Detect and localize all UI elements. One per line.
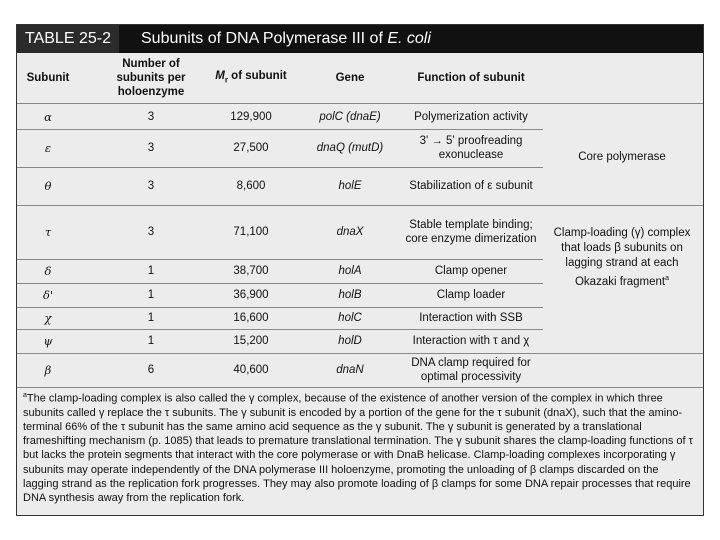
footnote xyxy=(23,389,695,505)
table-title xyxy=(141,25,431,53)
cell-subunit: θ xyxy=(44,179,52,193)
cell-number: 1 xyxy=(147,265,155,277)
cell-mr: 16,600 xyxy=(233,312,269,324)
header-number: Number of subunits per holoenzyme xyxy=(116,58,186,98)
header-row xyxy=(17,53,703,103)
table-title-organism: E. coli xyxy=(387,30,431,47)
cell-number: 6 xyxy=(147,364,155,376)
cell-gene: dnaX xyxy=(336,226,364,238)
cell-number: 3 xyxy=(147,142,155,154)
table-frame xyxy=(16,24,704,516)
table-label: TABLE 25-2 xyxy=(17,25,119,53)
cell-gene: holD xyxy=(338,335,362,347)
cell-number: 3 xyxy=(147,180,155,192)
group-clamp-loading xyxy=(547,205,697,311)
title-bar xyxy=(17,25,703,53)
table-title-main: Subunits of DNA Polymerase III of xyxy=(141,30,388,47)
header-mr-symbol: M xyxy=(215,69,225,82)
table-row xyxy=(17,329,703,353)
cell-function: Clamp opener xyxy=(434,265,508,277)
cell-function: Clamp loader xyxy=(436,289,506,301)
cell-mr: 38,700 xyxy=(233,265,269,277)
header-function: Function of subunit xyxy=(417,72,525,84)
table-row xyxy=(17,105,703,129)
cell-gene: dnaQ (mutD) xyxy=(316,142,384,154)
cell-mr: 8,600 xyxy=(236,180,266,192)
cell-function: Interaction with SSB xyxy=(419,312,523,324)
cell-number: 1 xyxy=(147,312,155,324)
header-gene: Gene xyxy=(335,72,365,84)
cell-function: Polymerization activity xyxy=(414,111,528,123)
header-mr xyxy=(201,53,301,103)
cell-number: 1 xyxy=(147,289,155,301)
group-clamp-loading-text: Clamp-loading (γ) complex that loads β subunits on lagging strand at each Okazaki fragment xyxy=(553,227,691,288)
cell-mr: 40,600 xyxy=(233,364,269,376)
group-core: Core polymerase xyxy=(578,150,666,163)
cell-subunit: α xyxy=(44,110,52,124)
cell-subunit: δ' xyxy=(42,288,54,302)
cell-number: 3 xyxy=(147,226,155,238)
cell-gene: holE xyxy=(338,180,362,192)
cell-mr: 15,200 xyxy=(233,335,269,347)
group-clamp-loading-marker: a xyxy=(665,275,670,283)
table-row xyxy=(17,353,703,387)
cell-function: Stable template binding; core enzyme dimerization xyxy=(405,219,537,245)
cell-function: DNA clamp required for optimal processivity xyxy=(411,357,531,383)
footnote-divider xyxy=(17,387,703,388)
cell-subunit: ε xyxy=(44,141,52,155)
cell-function: Stabilization of ε subunit xyxy=(409,180,533,192)
cell-gene: holB xyxy=(338,289,362,301)
header-divider xyxy=(17,103,703,104)
cell-gene: holC xyxy=(338,312,362,324)
cell-subunit: τ xyxy=(44,225,52,239)
cell-function: 3' → 5' proofreading exonuclease xyxy=(419,135,523,161)
cell-mr: 71,100 xyxy=(233,226,269,238)
footnote-text: The clamp-loading complex is also called the γ complex, because of the existence of another version of the complex in which three subunits called γ replace the τ subunits. The γ subunit is encoded by a portion of the gene for the τ subunit (dnaX), such that the amino-terminal 66% of the τ subunit has the same amino acid sequence as the γ subunit. The γ subunit is generated by a translational frameshifting mechanism (p. 1085) that leads to premature translational termination. The γ subunit shares the clamp-loading functions of τ but lacks the protein segments that interact with the core polymerase or with DnaB helicase. Clamp-loading complexes incorporating γ subunits may operate independently of the DNA polymerase III holoenzyme, promoting the unloading of β clamps discarded on the lagging strand as the replication fork progresses. They may also promote loading of β clamps for some DNA repair processes that require DNA synthesis away from the replication fork. xyxy=(23,392,693,505)
footnote-marker: a xyxy=(23,392,27,399)
cell-gene: dnaN xyxy=(336,364,364,376)
cell-subunit: β xyxy=(44,363,52,377)
cell-number: 3 xyxy=(147,111,155,123)
cell-gene: polC (dnaE) xyxy=(319,111,381,123)
header-mr-rest: of subunit xyxy=(227,69,287,82)
header-subunit: Subunit xyxy=(26,72,70,84)
cell-subunit: δ xyxy=(44,264,52,278)
cell-number: 1 xyxy=(147,335,155,347)
cell-function: Interaction with τ and χ xyxy=(412,335,530,347)
header-mr-sub: r xyxy=(224,75,228,85)
cell-mr: 27,500 xyxy=(233,142,269,154)
cell-subunit: ψ xyxy=(43,334,53,348)
cell-mr: 129,900 xyxy=(230,111,272,123)
cell-subunit: χ xyxy=(44,311,52,325)
cell-mr: 36,900 xyxy=(233,289,269,301)
cell-gene: holA xyxy=(338,265,362,277)
